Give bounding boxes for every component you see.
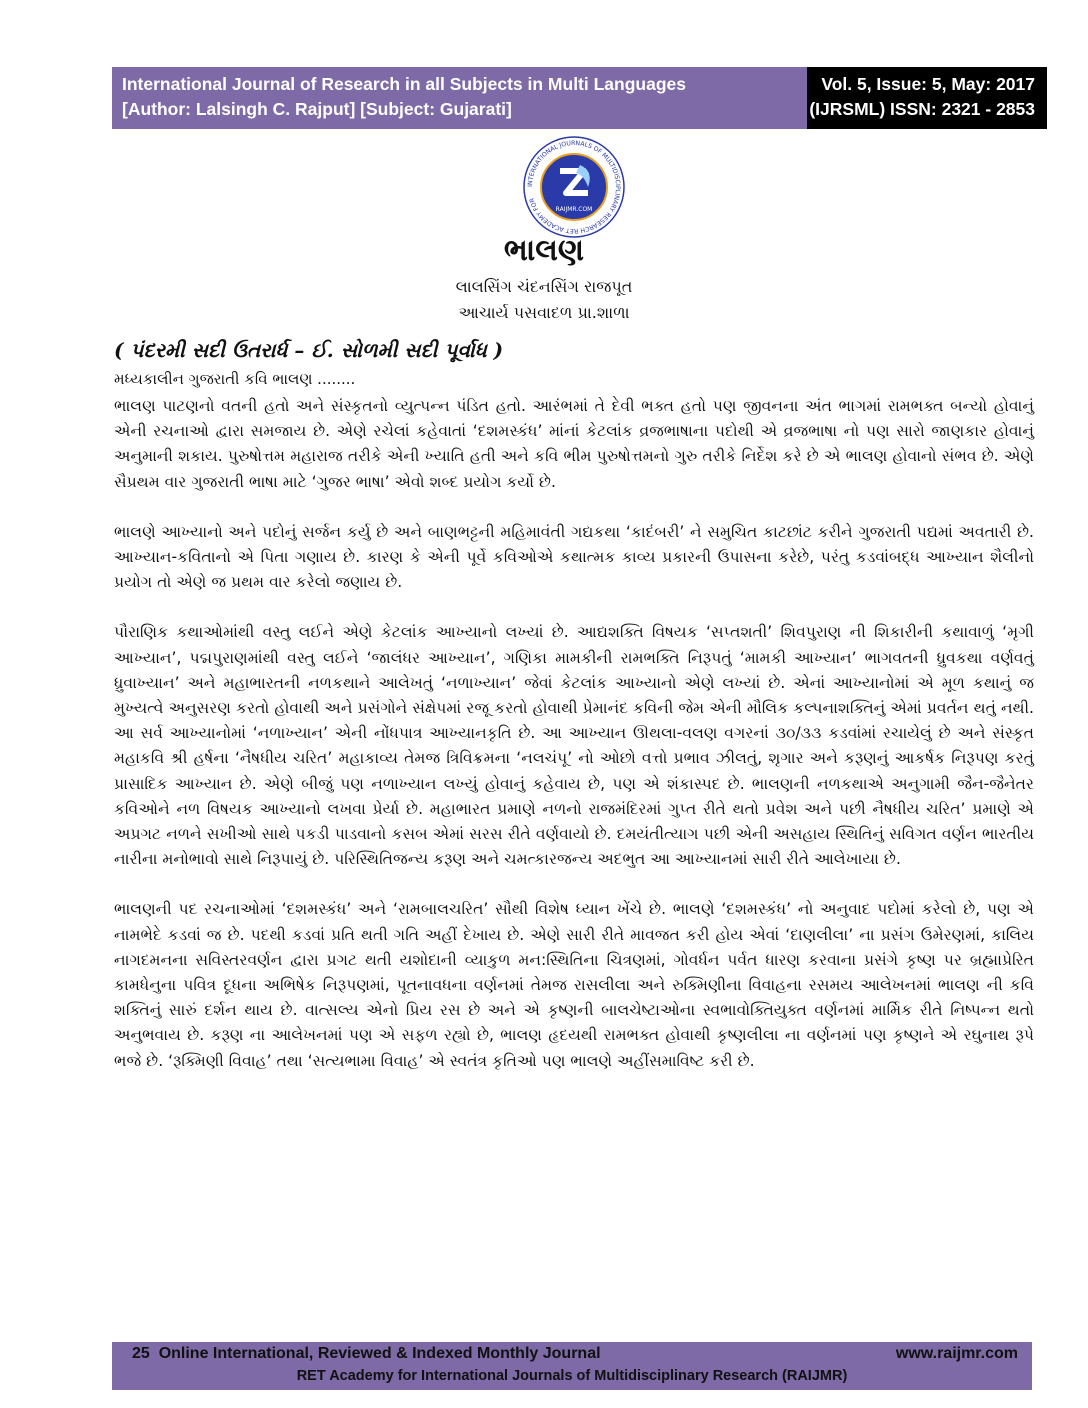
era-heading: ( પંદરમી સદી ઉતરાર્ધ – ઈ. સોળમી સદી પૂર્વાધ )	[114, 338, 504, 362]
logo-center-text: RAIJMR.COM	[555, 206, 593, 213]
footer-publisher: RET Academy for International Journals of Multidisciplinary Research (RAIJMR)	[296, 1368, 848, 1384]
paragraph: ભાલણ પાટણનો વતની હતો અને સંસ્કૃતનો વ્યુત્પન્ન પંડિત હતો. આરંભમાં તે દેવી ભક્ત હતો પણ જીવનના અંત ભાગમાં રામભક્ત બન્યો હોવાનું એની રચનાઓ દ્વારા સમજાય છે. એણે રચેલાં કહેવાતાં ‘દશમસ્કંધ’ માંનાં કેટલાંક વ્રજભાષાના પદોથી એ વ્રજભાષા નો પણ સારો જાણકાર હોવાનું અનુમાની શકાય. પુરુષોત્તમ મહારાજ તરીકે એની ખ્યાતિ હતી અને કવિ ભીમ પુરુષોત્તમનો ગુરુ તરીકે નિર્દેશ કરે છે એ ભાલણ હોવાનો સંભવ છે. એણે સૈપ્રથમ વાર ગુજરાતી ભાષા માટે ‘ગુજર ભાષા’ એવો શબ્દ પ્રયોગ કર્યો છે.	[114, 397, 1034, 491]
article-title: ભાલણ	[503, 233, 585, 268]
header-journal-block	[112, 67, 807, 129]
paragraph: પૌરાણિક કથાઓમાંથી વસ્તુ લઈને એણે કેટલાંક આખ્યાનો લખ્યાં છે. આદ્યશક્તિ વિષયક ‘સપ્તશતી’ શિવપુરાણ ની શિકારીની કથાવાળું ‘મૃગી આખ્યાન’, પદ્મપુરાણમાંથી વસ્તુ લઈને ‘જાલંધર આખ્યાન’, ગણિકા મામકીની રામભક્તિ નિરૂપતું ‘મામકી આખ્યાન’ ભાગવતની ધ્રુવકથા વર્ણવતું ધ્રુવાખ્યાન’ અને મહાભારતની નળકથાને આલેખતું ‘નળાખ્યાન’ જેવાં કેટલાંક આખ્યાનો એણે લખ્યાં છે. એનાં આખ્યાનોમાં એ મૂળ કથાનું જ મુખ્યત્વે અનુસરણ કરતો હોવાથી અને પ્રસંગોને સંક્ષેપમાં રજૂ કરતો હોવાથી પ્રેમાનંદ કવિની જેમ એની મૌલિક કલ્પનાશક્તિનું એમાં પ્રવર્તન થતું નથી. આ સર્વ આખ્યાનોમાં ‘નળાખ્યાન’ એની નોંધપાત્ર આખ્યાનકૃતિ છે. આ આખ્યાન ઊથલા-વલણ વગરનાં ૩૦/૩૩ કડવાંમાં રચાયેલું છે અને સંસ્કૃત મહાકવિ શ્રી હર્ષના ‘નૈષધીય ચરિત’ મહાકાવ્ય તેમજ ત્રિવિક્રમના ‘નલચંપૂ’ નો ઓછો વત્તો પ્રભાવ ઝીલતું, શૃગાર અને કરૂણનું આકર્ષક નિરૂપણ કરતું પ્રાસાદિક આખ્યાન છે. એણે બીજું પણ નળાખ્યાન લખ્યું હોવાનું કહેવાય છે, પણ એ શંકાસ્પદ છે. ભાલણની નળકથાએ અનુગામી જૈન-જૈનેતર કવિઓને નળ વિષયક આખ્યાનો લખવા પ્રેર્યા છે. મહાભારત પ્રમાણે નળનો રાજમંદિરમાં ગુપ્ત રીતે થતો પ્રવેશ અને પછી નૈષધીય ચરિત’ પ્રમાણે એ અપ્રગટ નળને સખીઓ સાથે પકડી પાડવાનો કસબ એમાં સરસ રીતે વર્ણવાયો છે. દમયંતીત્યાગ પછી એની અસહાય સ્થિતિનું સવિગત વર્ણન ભારતીય નારીના મનોભાવો સાથે નિરૂપાયું છે. પરિસ્થિતિજન્ય કરૂણ અને ચમત્કારજન્ય અદભુત આ આખ્યાનમાં સારી રીતે આલેખાયા છે.	[114, 623, 1034, 869]
journal-logo	[522, 135, 626, 239]
footer-tagline: Online International, Reviewed & Indexed Monthly Journal	[158, 1345, 601, 1362]
page-footer	[112, 1342, 1032, 1390]
page-header	[112, 67, 1047, 129]
issn-info: (IJRSML) ISSN: 2321 - 2853	[809, 99, 1035, 119]
footer-tagline-line	[132, 1345, 601, 1363]
article-body	[114, 394, 1034, 1099]
logo-ring-text: INTERNATIONAL JOURNALS OF MULTIDISCIPLINARY RESEARCH RET ACADEMY FOR	[526, 139, 622, 235]
paragraph: ભાલણની પદ રચનાઓમાં ‘દશમસ્કંધ’ અને ‘રામબાલચરિત’ સૌથી વિશેષ ધ્યાન ખેંચે છે. ભાલણે ‘દશમસ્કંધ’ નો અનુવાદ પદોમાં કરેલો છે, પણ એ નામભેદે કડવાં જ છે. પદથી કડવાં પ્રતિ થતી ગતિ અહીં દેખાય છે. એણે સારી રીતે માવજત કરી હોય એવાં ‘દાણલીલા’ ના પ્રસંગ ઉમેરણમાં, કાલિય નાગદમનના સવિસ્તરવર્ણન દ્વારા પ્રગટ થતી યશોદાની વ્યાકુળ મન:સ્થિતિના ચિત્રણમાં, ગોવર્ધન પર્વત ધારણ કરવાના પ્રસંગે કૃષ્ણ પર બ્રહ્માપ્રેરિત કામધેનુના પવિત્ર દૂધના અભિષેક નિરૂપણમાં, પૂતનાવધના વર્ણનમાં તેમજ રાસલીલા અને રુક્મિણીના વિવાહના રસમય આલેખનમાં ભાલણ ની કવિ શક્તિનું સારું દર્શન થાય છે. વાત્સલ્ય એનો પ્રિય રસ છે અને એ કૃષ્ણની બાલચેષ્ટાઓના સ્વભાવોક્તિયુક્ત વર્ણનમાં માર્મિક રીતે નિષ્પન્ન થતો અનુભવાય છે. કરૂણ ના આલેખનમાં પણ એ સફળ રહ્યો છે, ભાલણ હૃદયથી રામભક્ત હોવાથી કૃષ્ણલીલા ના વર્ણનમાં પણ કૃષ્ણને એ રઘુનાથ રૂપે ભજે છે. ‘રૂક્મિણી વિવાહ’ તથા ‘સત્યભામા વિવાહ’ એ સ્વતંત્ર કૃતિઓ પણ ભાલણે અહીંસમાવિષ્ટ કરી છે.	[114, 900, 1034, 1070]
lead-line: મધ્યકાલીન ગુજરાતી કવિ ભાલણ ........	[114, 370, 356, 388]
journal-name: International Journal of Research in all Subjects in Multi Languages	[122, 74, 686, 94]
article-affiliation: આચાર્ય પસવાદળ પ્રા.શાળા	[458, 303, 630, 322]
header-issue-block	[807, 67, 1047, 129]
page-number: 25	[132, 1345, 150, 1362]
paragraph: ભાલણે આખ્યાનો અને પદોનું સર્જન કર્યુ છે અને બાણભટ્ટની મહિમાવંતી ગદ્યકથા ‘કાદંબરી’ ને સમુચિત કાટછાંટ કરીને ગુજરાતી પદ્યમાં અવતારી છે. આખ્યાન-કવિતાનો એ પિતા ગણાય છે. કારણ કે એની પૂર્વે કવિઓએ કથાત્મક કાવ્ય પ્રકારની ઉપાસના કરેછે, પરંતુ કડવાંબદ્ધ આખ્યાન શૈલીનો પ્રયોગ તો એણે જ પ્રથમ વાર કરેલો જણાય છે.	[114, 522, 1034, 592]
volume-info: Vol. 5, Issue: 5, May: 2017	[821, 74, 1035, 94]
author-subject: [Author: Lalsingh C. Rajput] [Subject: Gujarati]	[122, 99, 512, 119]
article-author: લાલસિંગ ચંદનસિંગ રાજપૂત	[455, 277, 633, 296]
footer-url[interactable]: www.raijmr.com	[895, 1345, 1018, 1362]
